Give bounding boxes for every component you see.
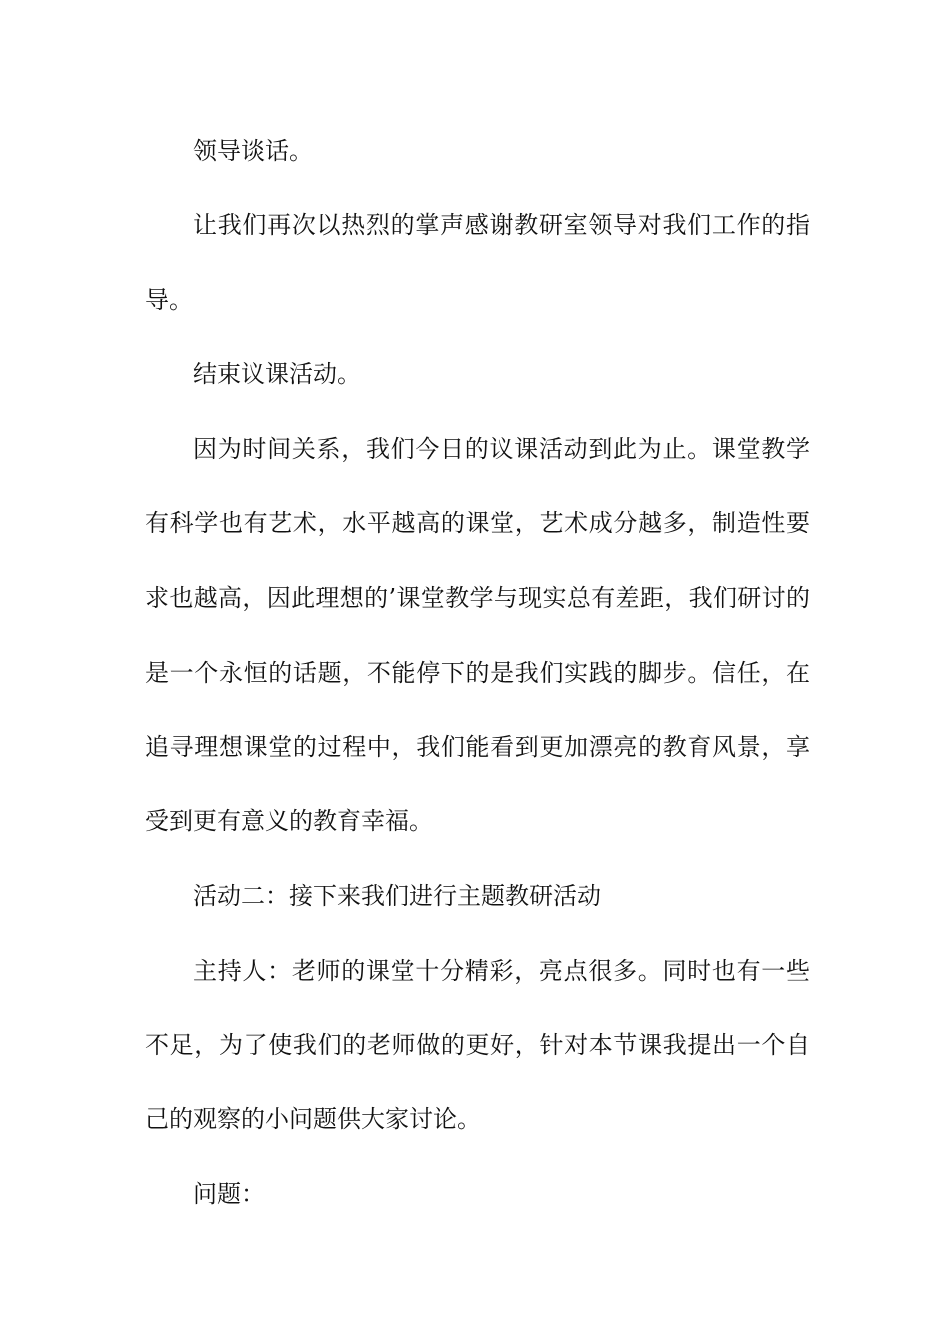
section-heading: 活动二：接下来我们进行主题教研活动 bbox=[193, 882, 601, 910]
paragraph-line: 追寻理想课堂的过程中，我们能看到更加漂亮的教育风景，享 bbox=[145, 733, 810, 761]
paragraph-line: 领导谈话。 bbox=[193, 137, 313, 165]
paragraph-line: 让我们再次以热烈的掌声感谢教研室领导对我们工作的指 bbox=[193, 211, 810, 239]
paragraph-line: 不足，为了使我们的老师做的更好，针对本节课我提出一个自 bbox=[145, 1031, 810, 1059]
paragraph-line: 求也越高，因此理想的’课堂教学与现实总有差距，我们研讨的 bbox=[145, 584, 810, 612]
paragraph-line: 结束议课活动。 bbox=[193, 360, 361, 388]
question-label: 问题： bbox=[193, 1180, 265, 1208]
paragraph-line: 有科学也有艺术，水平越高的课堂，艺术成分越多，制造性要 bbox=[145, 509, 810, 537]
paragraph-line: 导。 bbox=[145, 286, 193, 314]
paragraph-line: 是一个永恒的话题，不能停下的是我们实践的脚步。信任，在 bbox=[145, 659, 810, 687]
paragraph-line: 因为时间关系，我们今日的议课活动到此为止。课堂教学 bbox=[193, 435, 810, 463]
paragraph-line: 受到更有意义的教育幸福。 bbox=[145, 807, 433, 835]
paragraph-line: 主持人：老师的课堂十分精彩，亮点很多。同时也有一些 bbox=[193, 957, 810, 985]
paragraph-line: 己的观察的小问题供大家讨论。 bbox=[145, 1105, 481, 1133]
